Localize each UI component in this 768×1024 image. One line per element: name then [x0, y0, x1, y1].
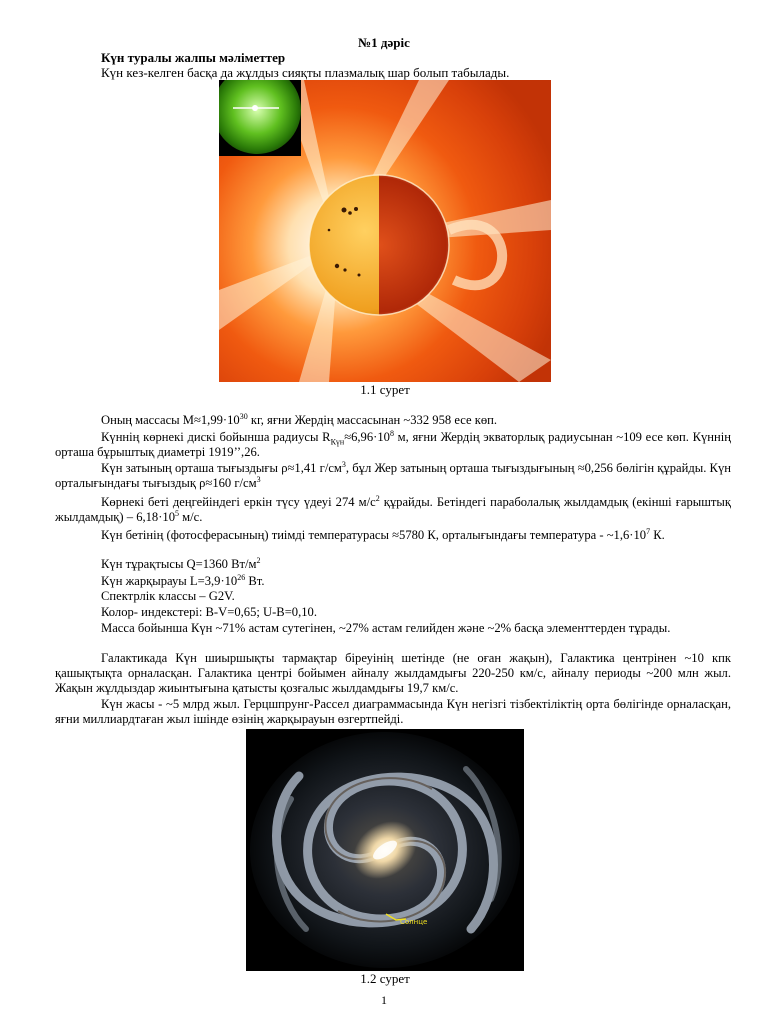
density-paragraph: Күн затының орташа тығыздығы ρ≈1,41 $г/см^3$, бұл Жер затының орташа тығыздығының ≈0,256 бөлігін құрайды. Күн орталығындағы тығыздық ρ≈160 $г/см^3$: [55, 459, 731, 490]
temperature-paragraph: Күн бетінің (фотосферасының) тиімді температурасы ≈5780 К, орталығындағы температура - $\sim 1,6\cdot 10^7$ К.: [101, 526, 665, 542]
galaxy-figure: [246, 729, 524, 971]
gravity-paragraph: Көрнекі беті деңгейіндегі еркін түсу үдеуі 274 $м/с^2$ құрайды. Бетіндегі параболалық жылдамдық (екінші ғарыштық жылдамдық) – $6,18\cdot 10^5$ м/с.: [55, 493, 731, 524]
sun-figure: [219, 80, 551, 382]
luminosity-line: Күн жарқырауы $L=3,9\cdot 10^{26}$ Вт.: [101, 572, 265, 588]
lecture-number: №1 дәріс: [358, 35, 410, 50]
sun-figure-caption: 1.1 сурет: [360, 382, 410, 397]
spectral-class-line: Спектрлік классы – G2V.: [101, 589, 235, 603]
page-number: 1: [381, 993, 387, 1007]
solar-constant-line: Күн тұрақтысы Q=1360 $Вт/м^2$: [101, 555, 261, 571]
mass-paragraph: Оның массасы $М\approx 1,99\cdot 10^{30}$ кг, яғни Жердің массасынан ~332 958 есе көп.: [101, 411, 498, 427]
intro-text: Күн кез-келген басқа да жұлдыз сияқты плазмалық шар болып табылады.: [101, 65, 510, 80]
galaxy-image: [246, 729, 524, 971]
galaxy-figure-caption: 1.2 сурет: [360, 971, 410, 986]
age-paragraph: Күн жасы - ~5 млрд жыл. Герцшпрунг-Рассел диаграммасында Күн негізгі тізбектіліктің орта бөлігінде орналасқан, яғни миллиардтаған жыл ішінде өзінің жарқырауын өзгертпейді.: [55, 697, 731, 726]
radius-paragraph: Күннің көрнекі дискі бойынша радиусы $R_{Күн}\approx 6,96\cdot 10^8$ м, яғни Жердің экваторлық радиусынан ~109 есе көп. Күннің орташа бұрыштық диаметрі 1919’’,26.: [55, 428, 731, 459]
composition-paragraph: Масса бойынша Күн ~71% астам сутегінен, ~27% астам гелийден және ~2% басқа элементтерден тұрады.: [101, 621, 671, 635]
section-title: Күн туралы жалпы мәліметтер: [101, 50, 286, 65]
sun-image: [219, 80, 551, 382]
color-index-line: Колор- индекстері: B-V=0,65; U-B=0,10.: [101, 605, 317, 619]
sun-label: Солнце: [400, 918, 428, 926]
galaxy-paragraph: Галактикада Күн шиыршықты тармақтар біреуінің шетінде (не оған жақын), Галактика центрінен ~10 кпк қашықтықта орналасқан. Галактика центрі бойымен айналу жылдамдығы 220-250 км/с, айналу периоды ~200 млн жыл. Жақын жұлдыздар жиынтығына қатысты қозғалыс жылдамдығы 19,7 км/с.: [55, 651, 731, 695]
